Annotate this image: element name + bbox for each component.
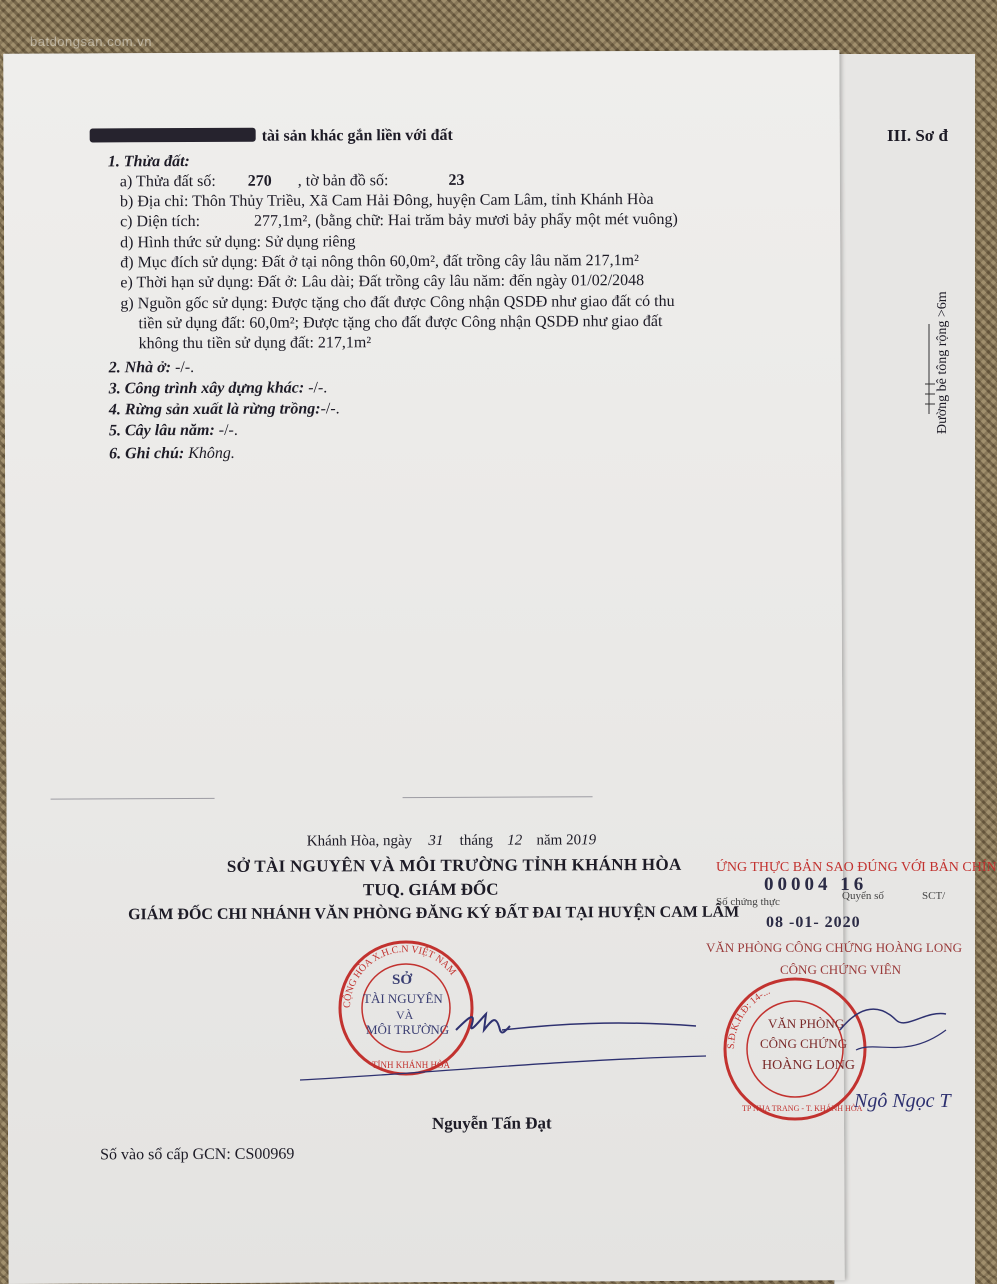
authority-name: SỞ TÀI NGUYÊN VÀ MÔI TRƯỜNG TỈNH KHÁNH HÒA: [226, 854, 682, 876]
notary-sct: SCT/: [922, 890, 946, 902]
other-works-item: [109, 378, 328, 398]
seal-left-line1: SỞ: [392, 972, 413, 988]
usage-purpose-row: đ) Mục đích sử dụng: Đất ở tại nông thôn 60,0m², đất trồng cây lâu năm 217,1m²: [120, 252, 639, 272]
note-value: Không.: [188, 444, 235, 463]
notary-number: 00004 16: [764, 874, 868, 895]
area-value: 277,1m², (bằng chữ: Hai trăm bảy mươi bảy phẩy một mét vuông): [253, 210, 678, 230]
other-works-label: 3. Công trình xây dựng khác:: [108, 379, 305, 398]
land-heading: 1. Thửa đất:: [107, 153, 190, 171]
forest-value: -/-.: [320, 400, 340, 418]
address-row: b) Địa chỉ: Thôn Thủy Triều, Xã Cam Hải Đông, huyện Cam Lâm, tỉnh Khánh Hòa: [119, 190, 654, 211]
redacted-text: [90, 128, 256, 143]
sign-day: 31: [428, 832, 444, 849]
forest-label: 4. Rừng sản xuất là rừng trồng:: [108, 400, 321, 419]
forest-item: [109, 399, 340, 419]
registry-number: Số vào sổ cấp GCN: CS00969: [100, 1145, 295, 1164]
notary-signature: [836, 990, 956, 1080]
divider-left: [51, 798, 215, 800]
section-title: [90, 126, 453, 147]
house-item: [109, 358, 195, 377]
house-value: -/-.: [175, 359, 195, 377]
section-title-suffix: tài sản khác gắn liền với đất: [261, 126, 453, 145]
usage-form-row: d) Hình thức sử dụng: Sử dụng riêng: [120, 233, 356, 252]
parcel-row: [120, 171, 465, 192]
road-marks: [923, 324, 963, 424]
notary-header: ỨNG THỰC BẢN SAO ĐÚNG VỚI BẢN CHÍN: [716, 860, 997, 875]
tuq-title: TUQ. GIÁM ĐỐC: [362, 879, 499, 900]
watermark: batdongsan.com.vn: [30, 34, 152, 49]
origin-row-1: g) Nguồn gốc sử dụng: Được tặng cho đất được Công nhận QSDĐ như giao đất có thu: [120, 292, 675, 313]
trees-label: 5. Cây lâu năm:: [108, 421, 215, 440]
notary-office: VĂN PHÒNG CÔNG CHỨNG HOÀNG LONG: [706, 940, 963, 955]
road-note: Đường bê tông rộng >6m: [935, 291, 950, 434]
seal-right-line1: VĂN PHÒNG: [768, 1016, 845, 1031]
divider-right: [403, 796, 593, 798]
seal-left-ring-text: CỘNG HÒA X.H.C.N VIỆT NAM: [341, 943, 459, 1009]
signer-name: Nguyễn Tấn Đạt: [431, 1113, 552, 1133]
origin-row-2: tiền sử dụng đất: 60,0m²; Được tặng cho đất được Công nhận QSDĐ như giao đất: [138, 312, 663, 333]
place-date-prefix: Khánh Hòa, ngày: [306, 833, 413, 850]
year-label: năm 20: [536, 832, 582, 849]
signing-date: [307, 831, 596, 851]
seal-right-line2: CÔNG CHỨNG: [760, 1036, 848, 1051]
other-works-value: -/-.: [308, 379, 328, 397]
month-label: tháng: [459, 832, 494, 849]
house-label: 2. Nhà ở:: [108, 359, 172, 377]
note-label: 6. Ghi chú:: [109, 445, 185, 463]
area-row: [120, 210, 678, 231]
notary-book-label: Quyển số: [842, 890, 884, 902]
signature: [296, 990, 716, 1110]
seal-left-line3: VÀ: [396, 1008, 414, 1022]
usage-term-row: e) Thời hạn sử dụng: Đất ở: Lâu dài; Đất trồng cây lâu năm: đến ngày 01/02/2048: [120, 272, 645, 292]
seal-left-line4: MÔI TRƯỜNG: [366, 1022, 450, 1037]
trees-value: -/-.: [218, 421, 238, 439]
notary-cert-label: Số chứng thực: [716, 896, 780, 908]
seal-right-bottom: TP NHA TRANG - T. KHÁNH HÒA: [742, 1104, 863, 1113]
notary-role: CÔNG CHỨNG VIÊN: [780, 962, 902, 977]
seal-left-bottom: TỈNH KHÁNH HÒA: [372, 1060, 450, 1070]
note-item: [109, 444, 235, 464]
map-number: 23: [448, 171, 465, 189]
seal-left-line2: TÀI NGUYÊN: [363, 991, 443, 1006]
sign-year: 19: [581, 832, 597, 849]
trees-item: [109, 421, 238, 441]
seal-right-ring-text: S.Đ.K.H.Đ: 14-...: [725, 985, 772, 1050]
parcel-number: 270: [247, 172, 272, 190]
sign-month: 12: [507, 832, 523, 849]
origin-row-3: không thu tiền sử dụng đất: 217,1m²: [138, 334, 372, 353]
seal-right-line3: HOÀNG LONG: [762, 1058, 855, 1073]
map-label: , tờ bản đồ số:: [297, 172, 389, 190]
director-title: GIÁM ĐỐC CHI NHÁNH VĂN PHÒNG ĐĂNG KÝ ĐẤT ĐAI TẠI HUYỆN CAM LÂM: [128, 903, 740, 924]
notary-date: 08 -01- 2020: [766, 914, 861, 931]
parcel-label: a) Thửa đất số:: [119, 172, 216, 191]
right-page-heading: III. Sơ đ: [887, 126, 948, 145]
area-label: c) Diện tích:: [120, 212, 201, 231]
notary-name: Ngô Ngọc T: [854, 1090, 951, 1112]
